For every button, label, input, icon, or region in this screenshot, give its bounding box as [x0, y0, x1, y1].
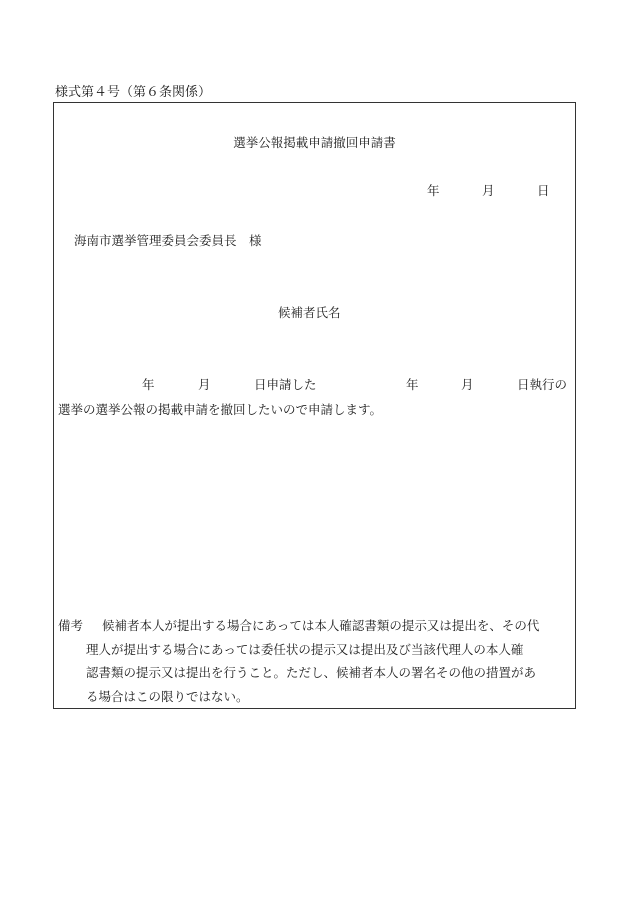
applied-year-label: 年: [142, 377, 155, 392]
date-month-label: 月: [482, 183, 495, 198]
candidate-name-label: 候補者氏名: [278, 305, 341, 320]
form-title: 選挙公報掲載申請撤回申請書: [233, 135, 396, 150]
election-day-label: 日執行の: [517, 377, 568, 392]
date-day-label: 日: [537, 183, 550, 198]
date-year-label: 年: [427, 183, 440, 198]
applied-month-label: 月: [198, 377, 211, 392]
election-month-label: 月: [461, 377, 474, 392]
notes-heading: 備考: [58, 618, 84, 633]
addressee: 海南市選挙管理委員会委員長 様: [74, 233, 262, 248]
notes-line: る場合はこの限りではない。: [86, 688, 249, 704]
election-year-label: 年: [406, 377, 419, 392]
notes-line: 候補者本人が提出する場合にあっては本人確認書類の提示又は提出を、その代: [102, 618, 540, 633]
notes-text: [86, 614, 572, 708]
notes-line: 認書類の提示又は提出を行うこと。ただし、候補者本人の署名その他の措置があ: [86, 665, 537, 680]
applied-day-label: 日申請した: [254, 377, 317, 392]
form-number: 様式第４号（第６条関係）: [55, 85, 212, 100]
request-statement-text: 選挙の選挙公報の掲載申請を撤回したいので申請します。: [58, 402, 383, 417]
application-form: [53, 102, 576, 709]
notes-line: 理人が提出する場合にあっては委任状の提示又は提出及び当該代理人の本人確: [86, 641, 524, 657]
